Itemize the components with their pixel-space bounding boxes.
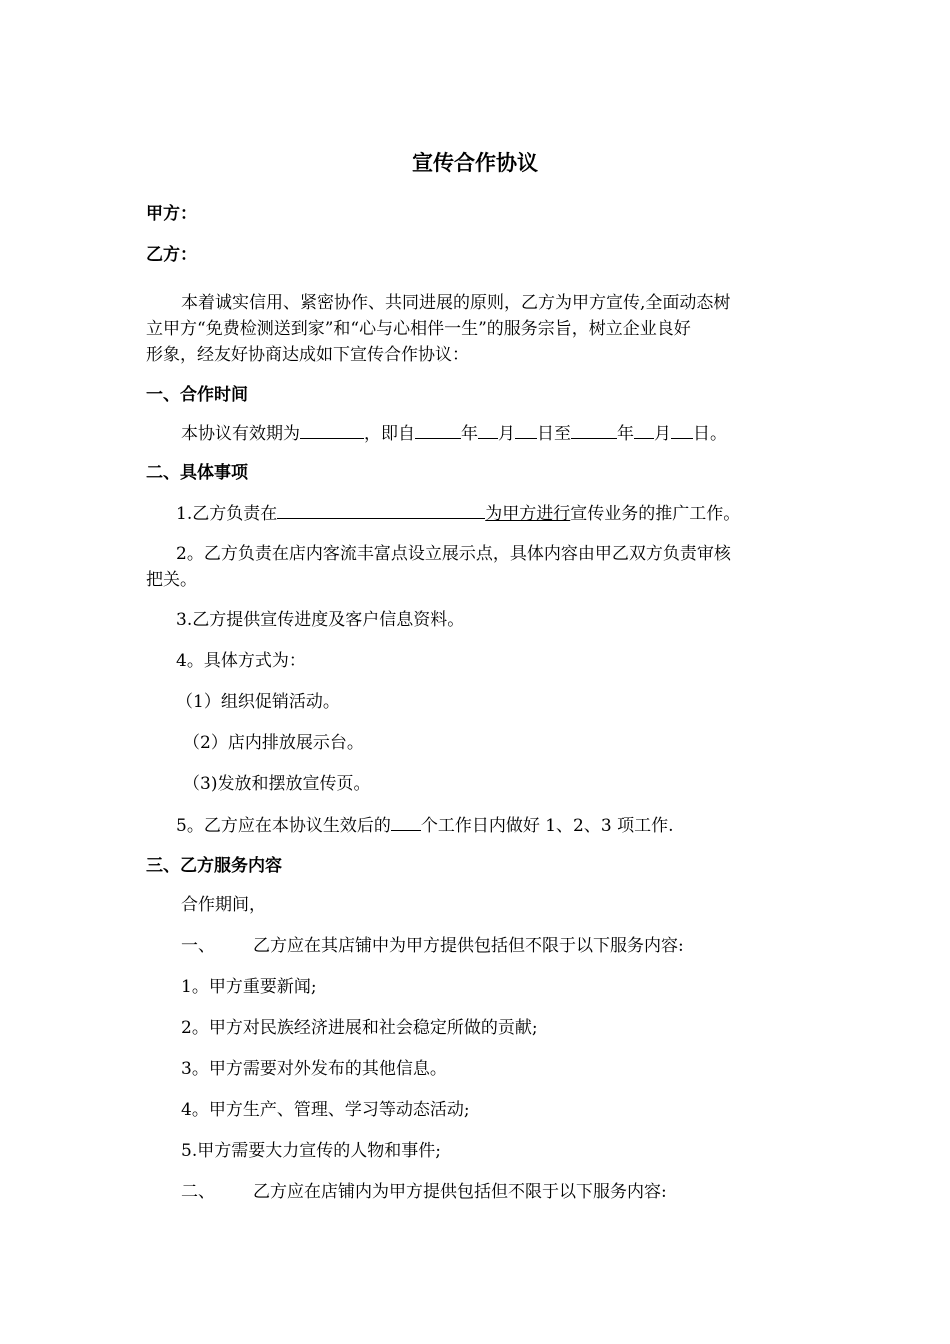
part-1-text: 乙方应在其店铺中为甲方提供包括但不限于以下服务内容:: [253, 936, 684, 956]
service-item-5: 5.甲方需要大力宣传的人物和事件;: [181, 1141, 441, 1161]
item-1-text-b: 为甲方进行: [485, 504, 571, 524]
item-2-line-2: 把关。: [146, 570, 197, 590]
start-day-blank[interactable]: [515, 420, 537, 439]
end-year-blank[interactable]: [571, 420, 617, 439]
document-title: 宣传合作协议: [412, 151, 538, 175]
cooperation-period: 合作期间，: [181, 895, 266, 915]
section-1-heading: 一、合作时间: [146, 385, 248, 405]
day-label: 日。: [693, 424, 727, 444]
service-item-3: 3。甲方需要对外发布的其他信息。: [181, 1059, 447, 1079]
intro-line-3: 形象，经友好协商达成如下宣传合作协议：: [146, 345, 469, 365]
start-month-blank[interactable]: [478, 420, 498, 439]
item-4: 4。具体方式为：: [176, 651, 306, 671]
intro-line-2: 立甲方“免费检测送到家”和“心与心相伴一生”的服务宗旨，树立企业良好: [146, 319, 691, 339]
section-2-heading: 二、具体事项: [146, 463, 248, 483]
month-label: 月: [498, 424, 515, 444]
party-a-label: 甲方：: [146, 204, 197, 224]
service-item-4: 4。甲方生产、管理、学习等动态活动;: [181, 1100, 470, 1120]
sub-item-2: （2）店内排放展示台。: [183, 733, 364, 753]
year-label: 年: [617, 424, 634, 444]
term-text-b: ，即自: [364, 424, 415, 444]
part-1: [181, 933, 851, 959]
term-line: [181, 420, 851, 447]
days-blank[interactable]: [391, 812, 421, 831]
day-to-label: 日至: [537, 424, 571, 444]
term-blank[interactable]: [300, 420, 364, 439]
intro-line-1: 本着诚实信用、紧密协作、共同进展的原则，乙方为甲方宣传,全面动态树: [181, 293, 731, 313]
start-year-blank[interactable]: [415, 420, 461, 439]
item-1: [176, 500, 846, 527]
item-5-text-b: 个工作日内做好 1、2、3 项工作.: [420, 816, 674, 836]
party-b-label: 乙方：: [146, 245, 197, 265]
item-3: 3.乙方提供宣传进度及客户信息资料。: [176, 610, 465, 630]
part-1-number: 一、: [181, 936, 215, 956]
item-1-text-c: 宣传业务的推广工作。: [570, 504, 741, 524]
place-blank[interactable]: [277, 500, 485, 519]
month-label: 月: [654, 424, 671, 444]
year-label: 年: [461, 424, 478, 444]
sub-item-1: （1）组织促销活动。: [176, 692, 340, 712]
service-item-2: 2。甲方对民族经济进展和社会稳定所做的贡献;: [181, 1018, 538, 1038]
end-month-blank[interactable]: [634, 420, 654, 439]
item-1-text-a: 1.乙方负责在: [176, 504, 278, 524]
section-3-heading: 三、乙方服务内容: [146, 856, 282, 876]
sub-item-3: （3)发放和摆放宣传页。: [183, 774, 371, 794]
end-day-blank[interactable]: [671, 420, 693, 439]
part-2-number: 二、: [181, 1182, 215, 1202]
part-2-text: 乙方应在店铺内为甲方提供包括但不限于以下服务内容:: [253, 1182, 667, 1202]
part-2: [181, 1179, 851, 1205]
term-text-a: 本协议有效期为: [181, 424, 300, 444]
service-item-1: 1。甲方重要新闻;: [181, 977, 317, 997]
item-5: [176, 812, 846, 839]
item-5-text-a: 5。乙方应在本协议生效后的: [176, 816, 391, 836]
item-2-line-1: 2。乙方负责在店内客流丰富点设立展示点，具体内容由甲乙双方负责审核: [176, 544, 731, 564]
